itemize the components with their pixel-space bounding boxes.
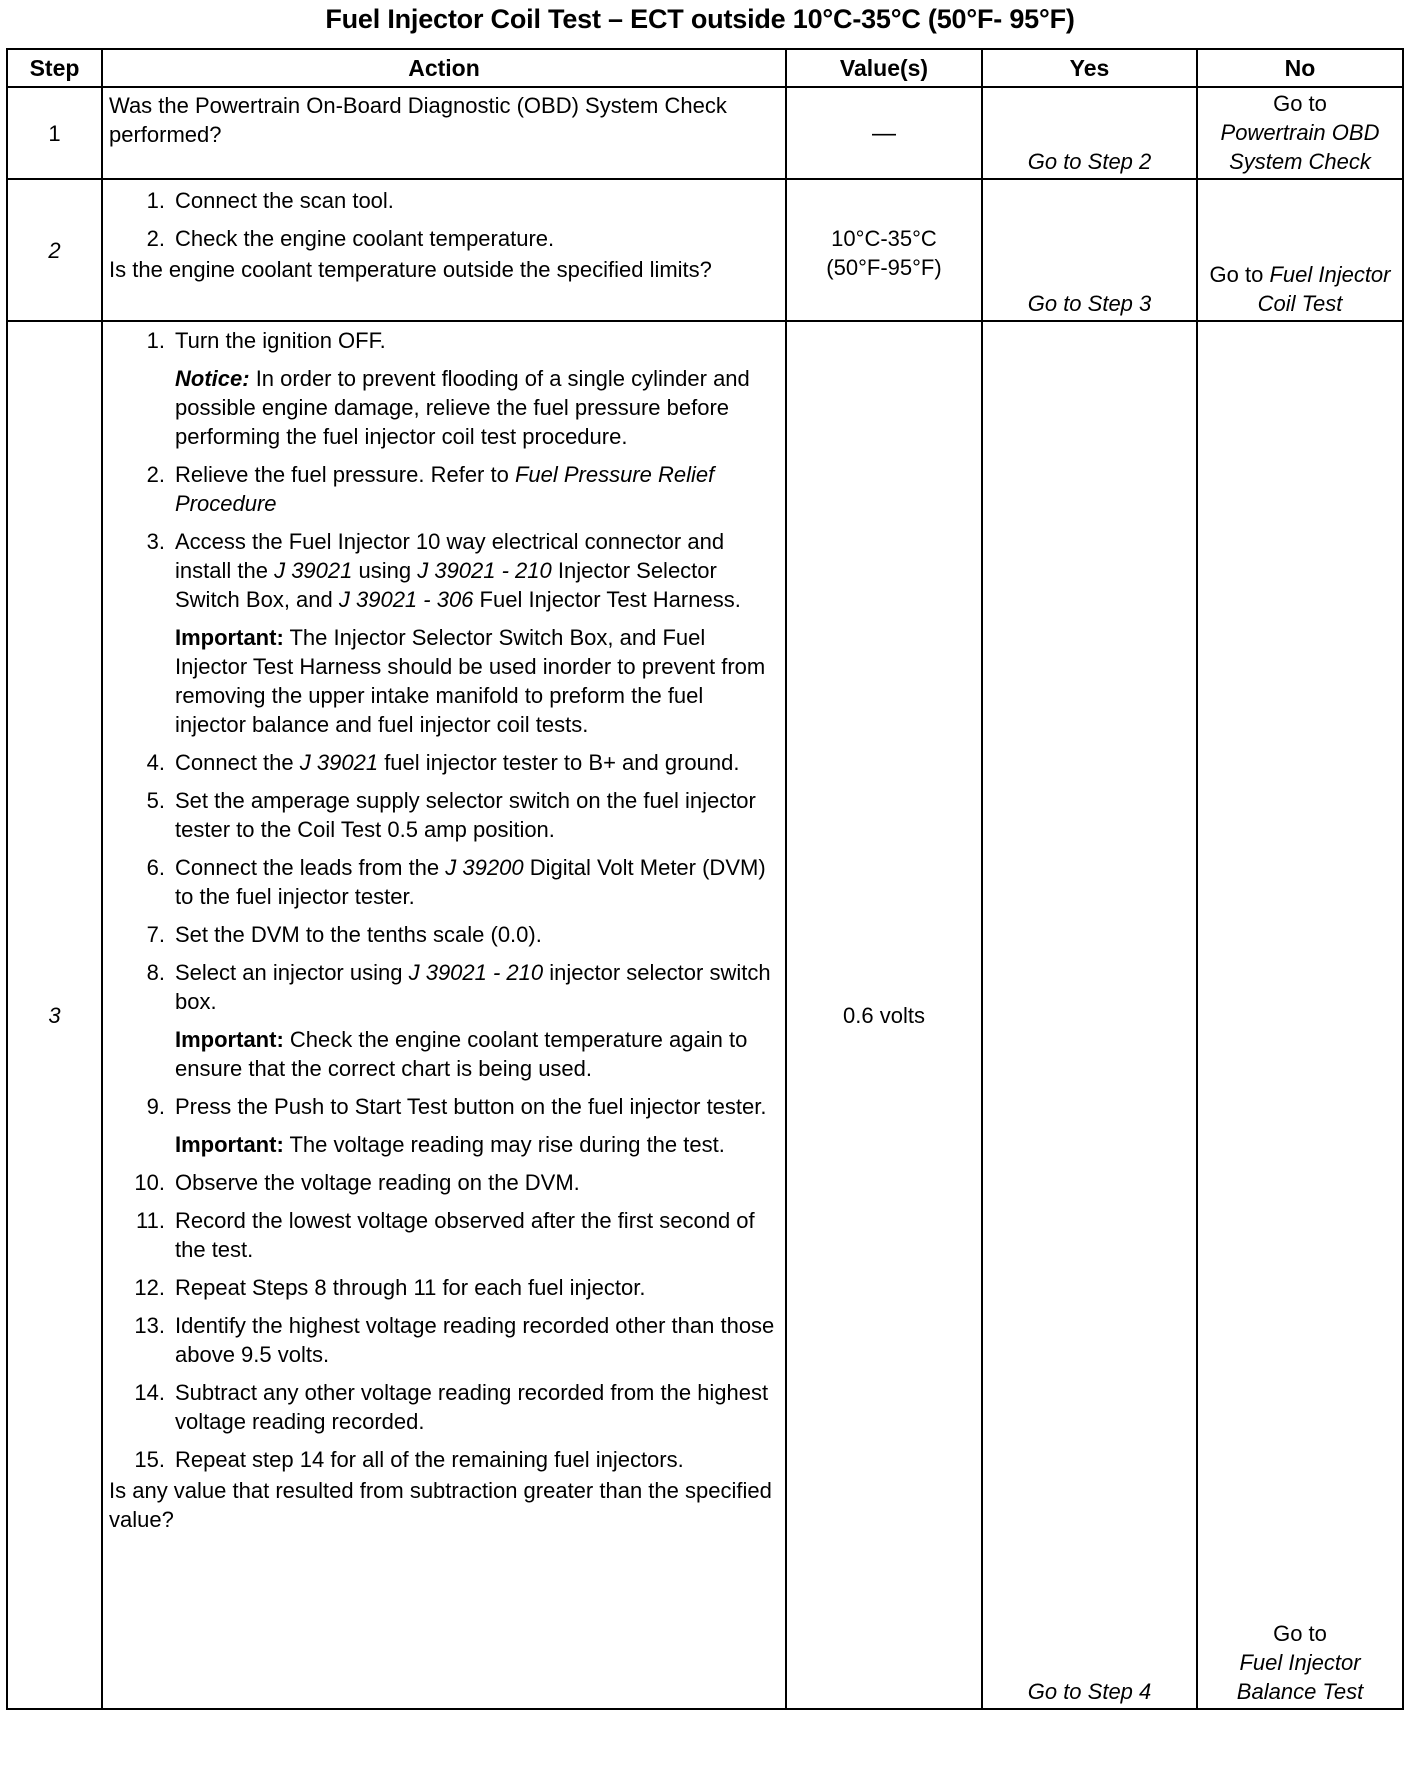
- item-number: 9.: [146, 1094, 165, 1119]
- yes-cell: Go to Step 3: [982, 179, 1197, 321]
- item-text: Turn the ignition OFF.: [175, 328, 386, 353]
- list-item: [109, 958, 777, 1016]
- item-text-part: Injector Selector Switch Box, and: [175, 558, 717, 612]
- step-number: 3: [7, 321, 102, 1709]
- list-item: [109, 1092, 777, 1121]
- item-number: 1.: [146, 188, 165, 213]
- no-cell: [1197, 321, 1403, 1709]
- header-action: Action: [102, 49, 786, 87]
- item-text-part: Access the Fuel Injector 10 way electrical connector and install the: [175, 529, 725, 583]
- item-text: Press the Push to Start Test button on the fuel injector tester.: [175, 1094, 767, 1119]
- list-item: [109, 186, 777, 215]
- no-prefix: Go to: [1273, 91, 1327, 116]
- list-item: [109, 786, 777, 844]
- notice-text: In order to prevent flooding of a single cylinder and possible engine damage, relieve the fuel pressure before performing the fuel injector coil test procedure.: [175, 366, 750, 449]
- list-item: [109, 326, 777, 355]
- tool-reference: J 39021 - 210: [417, 558, 552, 583]
- no-link: Powertrain OBD System Check: [1220, 120, 1380, 174]
- action-question: Was the Powertrain On-Board Diagnostic (OBD) System Check performed?: [109, 93, 727, 147]
- important-text: Check the engine coolant temperature again to ensure that the correct chart is being used.: [175, 1027, 748, 1081]
- item-text: Set the amperage supply selector switch on the fuel injector tester to the Coil Test 0.5 amp position.: [175, 788, 756, 842]
- list-item: [109, 1206, 777, 1264]
- value-cell: 0.6 volts: [786, 321, 982, 1709]
- item-number: 2.: [146, 462, 165, 487]
- header-row: [7, 49, 1403, 87]
- no-link: Fuel Injector Coil Test: [1257, 262, 1391, 316]
- item-text-part: Select an injector using: [175, 960, 403, 985]
- item-number: 11.: [136, 1208, 165, 1233]
- page-title: Fuel Injector Coil Test – ECT outside 10°C-35°C (50°F- 95°F): [325, 4, 1075, 34]
- list-item: [109, 1445, 777, 1474]
- important-label: Important:: [175, 625, 284, 650]
- item-number: 13.: [134, 1313, 165, 1338]
- header-step: Step: [7, 49, 102, 87]
- important-block: [175, 1025, 777, 1083]
- item-number: 6.: [146, 855, 165, 880]
- item-text: Set the DVM to the tenths scale (0.0).: [175, 922, 542, 947]
- item-number: 10.: [134, 1170, 165, 1195]
- list-item: [109, 527, 777, 614]
- item-text: Subtract any other voltage reading recorded from the highest voltage reading recorded.: [175, 1380, 769, 1434]
- diagnostic-table: [6, 48, 1404, 1710]
- item-text: Repeat Steps 8 through 11 for each fuel injector.: [175, 1275, 646, 1300]
- tool-reference: J 39200: [445, 855, 524, 880]
- list-item: [109, 1378, 777, 1436]
- important-text: The voltage reading may rise during the test.: [289, 1132, 725, 1157]
- important-block: [175, 1130, 777, 1159]
- table-row-step-1: [7, 87, 1403, 179]
- table-row-step-2: [7, 179, 1403, 321]
- action-cell: [102, 87, 786, 179]
- no-cell: [1197, 87, 1403, 179]
- item-text: [175, 853, 777, 911]
- tool-reference: J 39021: [274, 558, 353, 583]
- item-text: Check the engine coolant temperature.: [175, 226, 555, 251]
- item-text: [175, 958, 777, 1016]
- item-text: Repeat step 14 for all of the remaining fuel injectors.: [175, 1447, 684, 1472]
- step-number: 2: [7, 179, 102, 321]
- item-text: Observe the voltage reading on the DVM.: [175, 1170, 580, 1195]
- item-text-part: fuel injector tester to B+ and ground.: [384, 750, 740, 775]
- action-cell: [102, 321, 786, 1709]
- no-link: Fuel Injector Balance Test: [1236, 1650, 1364, 1704]
- yes-cell: Go to Step 2: [982, 87, 1197, 179]
- action-question: Is the engine coolant temperature outside the specified limits?: [109, 257, 712, 282]
- important-label: Important:: [175, 1132, 284, 1157]
- item-text-part: Connect the leads from the: [175, 855, 440, 880]
- item-number: 1.: [146, 328, 165, 353]
- item-text: [175, 527, 777, 614]
- list-item: [109, 1168, 777, 1197]
- list-item: [109, 920, 777, 949]
- item-number: 3.: [146, 529, 165, 554]
- no-link-line: [1198, 260, 1402, 318]
- value-cell: —: [786, 87, 982, 179]
- value-celsius: 10°C-35°C: [831, 226, 937, 251]
- important-text: The Injector Selector Switch Box, and Fuel Injector Test Harness should be used inorder to prevent from removing the upper intake manifold to preform the fuel injector balance and fuel injector coil tests.: [175, 625, 766, 737]
- value-cell: [786, 179, 982, 321]
- header-values: Value(s): [786, 49, 982, 87]
- list-item: [109, 853, 777, 911]
- item-text: Connect the scan tool.: [175, 188, 394, 213]
- list-item: [109, 1311, 777, 1369]
- action-cell: [102, 179, 786, 321]
- item-number: 12.: [134, 1275, 165, 1300]
- step-number: 1: [7, 87, 102, 179]
- item-number: 14.: [134, 1380, 165, 1405]
- table-row-step-3: [7, 321, 1403, 1709]
- item-number: 15.: [134, 1447, 165, 1472]
- item-number: 8.: [146, 960, 165, 985]
- tool-reference: J 39021 - 210: [408, 960, 544, 985]
- action-question: Is any value that resulted from subtraction greater than the specified value?: [109, 1478, 772, 1532]
- notice-label: Notice:: [175, 366, 250, 391]
- procedure-reference: Fuel Pressure Relief Procedure: [175, 462, 715, 516]
- item-text-part: Fuel Injector Test Harness.: [479, 587, 741, 612]
- no-cell: [1197, 179, 1403, 321]
- list-item: [109, 460, 777, 518]
- item-number: 7.: [146, 922, 165, 947]
- item-text: Identify the highest voltage reading recorded other than those above 9.5 volts.: [175, 1313, 775, 1367]
- value-fahrenheit: (50°F-95°F): [826, 255, 942, 280]
- item-number: 4.: [146, 750, 165, 775]
- tool-reference: J 39021: [299, 750, 379, 775]
- item-text: Record the lowest voltage observed after the first second of the test.: [175, 1208, 755, 1262]
- important-label: Important:: [175, 1027, 284, 1052]
- list-item: [109, 224, 777, 253]
- item-text-part: Digital Volt Meter (DVM) to the fuel injector tester.: [175, 855, 766, 909]
- notice-block: [175, 364, 777, 451]
- list-item: [109, 748, 777, 777]
- item-number: 2.: [146, 226, 165, 251]
- no-prefix: Go to: [1209, 262, 1264, 287]
- important-block: [175, 623, 777, 739]
- tool-reference: J 39021 - 306: [338, 587, 474, 612]
- item-number: 5.: [146, 788, 165, 813]
- item-text-part: injector selector switch box.: [175, 960, 771, 1014]
- item-text: [175, 460, 777, 518]
- header-yes: Yes: [982, 49, 1197, 87]
- yes-cell: Go to Step 4: [982, 321, 1197, 1709]
- item-text: [175, 748, 777, 777]
- header-no: No: [1197, 49, 1403, 87]
- no-prefix: Go to: [1273, 1621, 1327, 1646]
- list-item: [109, 1273, 777, 1302]
- item-text-part: Connect the: [175, 750, 294, 775]
- item-text-part: using: [358, 558, 412, 583]
- item-text-part: Relieve the fuel pressure. Refer to: [175, 462, 509, 487]
